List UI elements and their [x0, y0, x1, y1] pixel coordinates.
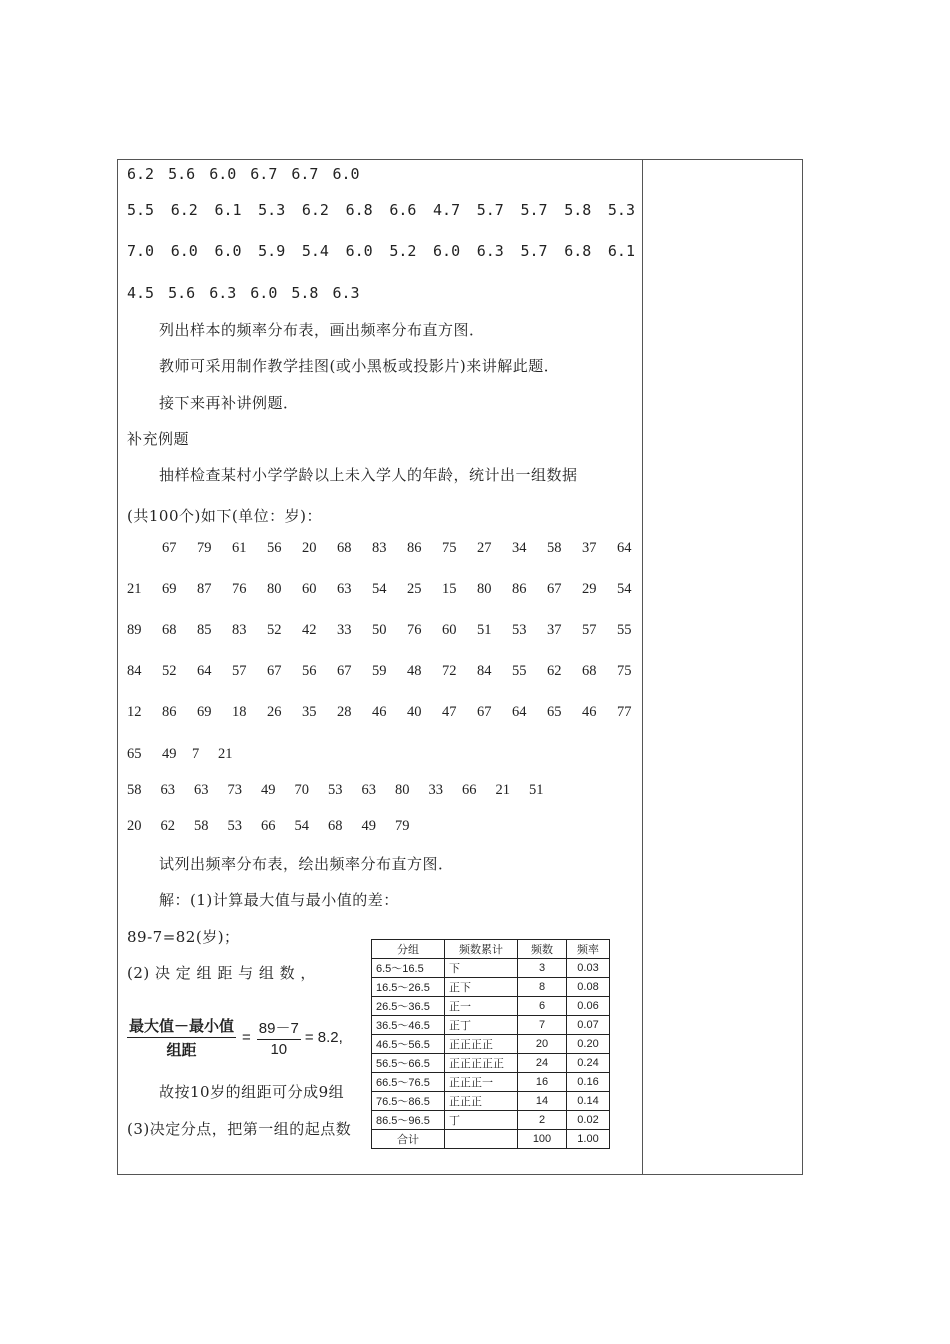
- table-cell: 86.5～96.5: [372, 1111, 445, 1130]
- data-value: 66: [261, 818, 276, 834]
- table-cell: 100: [518, 1130, 567, 1149]
- table-cell: 0.20: [567, 1035, 610, 1054]
- data-value: 20: [302, 540, 317, 556]
- table-header-row: [372, 940, 610, 959]
- data-row: [127, 165, 635, 183]
- data-value: 7.0: [127, 242, 155, 260]
- data-value: 69: [197, 704, 212, 720]
- data-row: [0, 663, 950, 683]
- data-row: [0, 782, 950, 802]
- data-value: 54: [294, 818, 309, 834]
- data-value: 67: [337, 663, 352, 679]
- data-value: 85: [197, 622, 212, 638]
- column-header: 频数累计: [445, 940, 518, 959]
- data-value: 28: [337, 704, 352, 720]
- data-row: [127, 242, 635, 260]
- data-value: 5.9: [258, 242, 286, 260]
- data-value: 58: [547, 540, 562, 556]
- table-cell: 3: [518, 959, 567, 978]
- data-value: 48: [407, 663, 422, 679]
- table-row: [372, 1092, 610, 1111]
- data-value: 5.3: [607, 201, 635, 219]
- data-value: 5.7: [520, 242, 548, 260]
- data-row: [0, 622, 950, 642]
- data-value: 63: [194, 782, 209, 798]
- data-value: 76: [232, 581, 247, 597]
- table-cell: 20: [518, 1035, 567, 1054]
- data-value: 26: [267, 704, 282, 720]
- data-value: 29: [582, 581, 597, 597]
- table-cell: [445, 1130, 518, 1149]
- paragraph: 抽样检查某村小学学龄以上未入学人的年龄，统计出一组数据: [159, 466, 578, 484]
- data-value: 53: [512, 622, 527, 638]
- data-value: 55: [617, 622, 632, 638]
- data-value: 42: [302, 622, 317, 638]
- data-row: [127, 284, 635, 302]
- data-value: 6.3: [476, 242, 504, 260]
- data-value: 58: [194, 818, 209, 834]
- data-value: 64: [617, 540, 632, 556]
- data-value: 58: [127, 782, 142, 798]
- data-value: 84: [477, 663, 492, 679]
- formula-numerator: 最大值－最小值: [127, 1015, 236, 1038]
- formula: [127, 1015, 343, 1060]
- table-cell: 56.5～66.5: [372, 1054, 445, 1073]
- column-header: 分组: [372, 940, 445, 959]
- table-row: [372, 1073, 610, 1092]
- data-value: 64: [512, 704, 527, 720]
- formula-numerator: 89－7: [257, 1017, 301, 1040]
- data-value: 6.0: [433, 242, 461, 260]
- table-cell: 66.5～76.5: [372, 1073, 445, 1092]
- data-value: 83: [232, 622, 247, 638]
- data-value: 51: [477, 622, 492, 638]
- paragraph: 故按10岁的组距可分成9组: [159, 1083, 345, 1101]
- data-value: 49: [261, 782, 276, 798]
- data-value: 18: [232, 704, 247, 720]
- data-value: 68: [582, 663, 597, 679]
- table-row: [372, 1016, 610, 1035]
- data-value: 6.7: [291, 165, 319, 183]
- table-cell: 正正正正: [445, 1035, 518, 1054]
- column-header: 频率: [567, 940, 610, 959]
- data-value: 46: [372, 704, 387, 720]
- data-row: [0, 746, 950, 766]
- data-value: 83: [372, 540, 387, 556]
- data-value: 6.0: [332, 165, 360, 183]
- data-value: 57: [232, 663, 247, 679]
- formula-denominator: 10: [270, 1041, 288, 1058]
- data-value: 55: [512, 663, 527, 679]
- data-value: 35: [302, 704, 317, 720]
- data-value: 6.0: [214, 242, 242, 260]
- data-value: 79: [197, 540, 212, 556]
- table-cell: 24: [518, 1054, 567, 1073]
- data-value: 68: [162, 622, 177, 638]
- data-value: 66: [462, 782, 477, 798]
- frequency-table: [371, 939, 610, 1149]
- column-header: 频数: [518, 940, 567, 959]
- data-value: 86: [407, 540, 422, 556]
- table-cell: 0.14: [567, 1092, 610, 1111]
- table-cell: 0.02: [567, 1111, 610, 1130]
- data-value: 80: [477, 581, 492, 597]
- data-value: 63: [361, 782, 376, 798]
- data-value: 33: [337, 622, 352, 638]
- data-row: [0, 581, 950, 601]
- data-value: 6.8: [345, 201, 373, 219]
- data-value: 70: [294, 782, 309, 798]
- data-value: 80: [267, 581, 282, 597]
- paragraph: 试列出频率分布表，绘出频率分布直方图．: [159, 855, 454, 873]
- table-cell: 6: [518, 997, 567, 1016]
- data-value: 5.2: [389, 242, 417, 260]
- paragraph: 89-7=82(岁)；: [127, 928, 240, 946]
- table-row: [372, 997, 610, 1016]
- data-value: 5.3: [258, 201, 286, 219]
- data-value: 77: [617, 704, 632, 720]
- data-value: 40: [407, 704, 422, 720]
- data-value: 67: [547, 581, 562, 597]
- data-value: 6.3: [209, 284, 237, 302]
- fraction-right: [257, 1017, 301, 1058]
- table-cell: 正丁: [445, 1016, 518, 1035]
- data-value: 49: [361, 818, 376, 834]
- data-value: 67: [162, 540, 177, 556]
- data-value: 65: [127, 746, 142, 762]
- table-cell: 16: [518, 1073, 567, 1092]
- table-cell: 16.5～26.5: [372, 978, 445, 997]
- data-value: 68: [328, 818, 343, 834]
- formula-denominator: 组距: [166, 1042, 197, 1059]
- fraction-left: [127, 1015, 236, 1060]
- data-value: 57: [582, 622, 597, 638]
- table-cell: 0.08: [567, 978, 610, 997]
- data-value: 34: [512, 540, 527, 556]
- data-row: [127, 201, 635, 219]
- data-value: 15: [442, 581, 457, 597]
- paragraph: (3)决定分点，把第一组的起点数: [127, 1120, 352, 1138]
- paragraph: 解：(1)计算最大值与最小值的差：: [159, 891, 399, 909]
- data-value: 37: [582, 540, 597, 556]
- data-value: 5.6: [168, 165, 196, 183]
- table-row: [372, 1035, 610, 1054]
- data-value: 72: [442, 663, 457, 679]
- table-cell: 76.5～86.5: [372, 1092, 445, 1111]
- data-value: 63: [160, 782, 175, 798]
- data-value: 21: [218, 746, 233, 762]
- table-row: [372, 1054, 610, 1073]
- data-value: 5.8: [291, 284, 319, 302]
- table-row: [372, 1130, 610, 1149]
- data-value: 54: [617, 581, 632, 597]
- data-value: 62: [547, 663, 562, 679]
- data-value: 75: [442, 540, 457, 556]
- table-row: [372, 1111, 610, 1130]
- data-value: 67: [477, 704, 492, 720]
- data-value: 49: [162, 746, 177, 762]
- data-value: 5.5: [127, 201, 155, 219]
- data-value: 60: [442, 622, 457, 638]
- table-cell: 0.06: [567, 997, 610, 1016]
- data-value: 47: [442, 704, 457, 720]
- data-value: 79: [395, 818, 410, 834]
- data-value: 6.1: [214, 201, 242, 219]
- data-value: 63: [337, 581, 352, 597]
- data-value: 6.6: [389, 201, 417, 219]
- data-value: 65: [547, 704, 562, 720]
- paragraph: (共100个)如下(单位：岁)：: [127, 507, 323, 525]
- data-value: 33: [428, 782, 443, 798]
- data-value: 69: [162, 581, 177, 597]
- data-value: 4.5: [127, 284, 155, 302]
- data-value: 6.0: [209, 165, 237, 183]
- data-value: 75: [617, 663, 632, 679]
- data-value: 62: [160, 818, 175, 834]
- data-value: 7: [192, 746, 200, 762]
- table-cell: 下: [445, 959, 518, 978]
- data-value: 84: [127, 663, 142, 679]
- table-cell: 36.5～46.5: [372, 1016, 445, 1035]
- table-cell: 合计: [372, 1130, 445, 1149]
- data-value: 5.7: [520, 201, 548, 219]
- data-value: 25: [407, 581, 422, 597]
- data-value: 86: [512, 581, 527, 597]
- data-value: 64: [197, 663, 212, 679]
- data-value: 6.0: [250, 284, 278, 302]
- data-value: 6.3: [332, 284, 360, 302]
- data-row: [0, 818, 950, 838]
- table-cell: 1.00: [567, 1130, 610, 1149]
- data-value: 21: [495, 782, 510, 798]
- table-cell: 丁: [445, 1111, 518, 1130]
- table-cell: 0.03: [567, 959, 610, 978]
- data-value: 5.6: [168, 284, 196, 302]
- data-value: 6.2: [127, 165, 155, 183]
- data-value: 12: [127, 704, 142, 720]
- data-value: 56: [302, 663, 317, 679]
- table-cell: 正下: [445, 978, 518, 997]
- data-value: 27: [477, 540, 492, 556]
- data-value: 52: [162, 663, 177, 679]
- data-value: 80: [395, 782, 410, 798]
- data-value: 6.1: [607, 242, 635, 260]
- data-value: 86: [162, 704, 177, 720]
- data-value: 6.0: [345, 242, 373, 260]
- data-value: 6.8: [564, 242, 592, 260]
- data-value: 6.2: [301, 201, 329, 219]
- table-cell: 0.07: [567, 1016, 610, 1035]
- formula-result: = 8.2,: [304, 1029, 343, 1046]
- paragraph: 教师可采用制作教学挂图(或小黑板或投影片)来讲解此题．: [159, 357, 560, 375]
- data-value: 73: [227, 782, 242, 798]
- data-value: 87: [197, 581, 212, 597]
- table-cell: 14: [518, 1092, 567, 1111]
- data-row: [0, 704, 950, 724]
- data-value: 6.2: [170, 201, 198, 219]
- table-cell: 正正正: [445, 1092, 518, 1111]
- table-row: [372, 978, 610, 997]
- paragraph: (2) 决 定 组 距 与 组 数 ，: [127, 964, 316, 982]
- formula-equals: =: [242, 1029, 251, 1046]
- table-cell: 8: [518, 978, 567, 997]
- data-value: 52: [267, 622, 282, 638]
- data-value: 60: [302, 581, 317, 597]
- data-value: 5.7: [476, 201, 504, 219]
- table-cell: 正正正一: [445, 1073, 518, 1092]
- data-value: 4.7: [433, 201, 461, 219]
- table-cell: 26.5～36.5: [372, 997, 445, 1016]
- data-value: 59: [372, 663, 387, 679]
- table-cell: 正一: [445, 997, 518, 1016]
- data-value: 5.8: [564, 201, 592, 219]
- table-cell: 0.16: [567, 1073, 610, 1092]
- paragraph: 列出样本的频率分布表，画出频率分布直方图．: [159, 321, 485, 339]
- data-value: 53: [328, 782, 343, 798]
- data-value: 46: [582, 704, 597, 720]
- data-value: 61: [232, 540, 247, 556]
- data-value: 6.0: [170, 242, 198, 260]
- table-cell: 6.5～16.5: [372, 959, 445, 978]
- data-value: 50: [372, 622, 387, 638]
- data-value: 56: [267, 540, 282, 556]
- paragraph: 接下来再补讲例题．: [159, 394, 299, 412]
- data-value: 54: [372, 581, 387, 597]
- data-value: 37: [547, 622, 562, 638]
- table-cell: 2: [518, 1111, 567, 1130]
- data-value: 67: [267, 663, 282, 679]
- data-value: 5.4: [301, 242, 329, 260]
- data-value: 76: [407, 622, 422, 638]
- table-cell: 7: [518, 1016, 567, 1035]
- data-value: 89: [127, 622, 142, 638]
- table-cell: 0.24: [567, 1054, 610, 1073]
- table-row: [372, 959, 610, 978]
- data-value: 53: [227, 818, 242, 834]
- table-cell: 正正正正正: [445, 1054, 518, 1073]
- data-value: 20: [127, 818, 142, 834]
- table-cell: 46.5～56.5: [372, 1035, 445, 1054]
- data-row: [0, 540, 950, 560]
- data-value: 21: [127, 581, 142, 597]
- section-heading: 补充例题: [127, 430, 190, 448]
- data-value: 51: [529, 782, 544, 798]
- data-value: 6.7: [250, 165, 278, 183]
- data-value: 68: [337, 540, 352, 556]
